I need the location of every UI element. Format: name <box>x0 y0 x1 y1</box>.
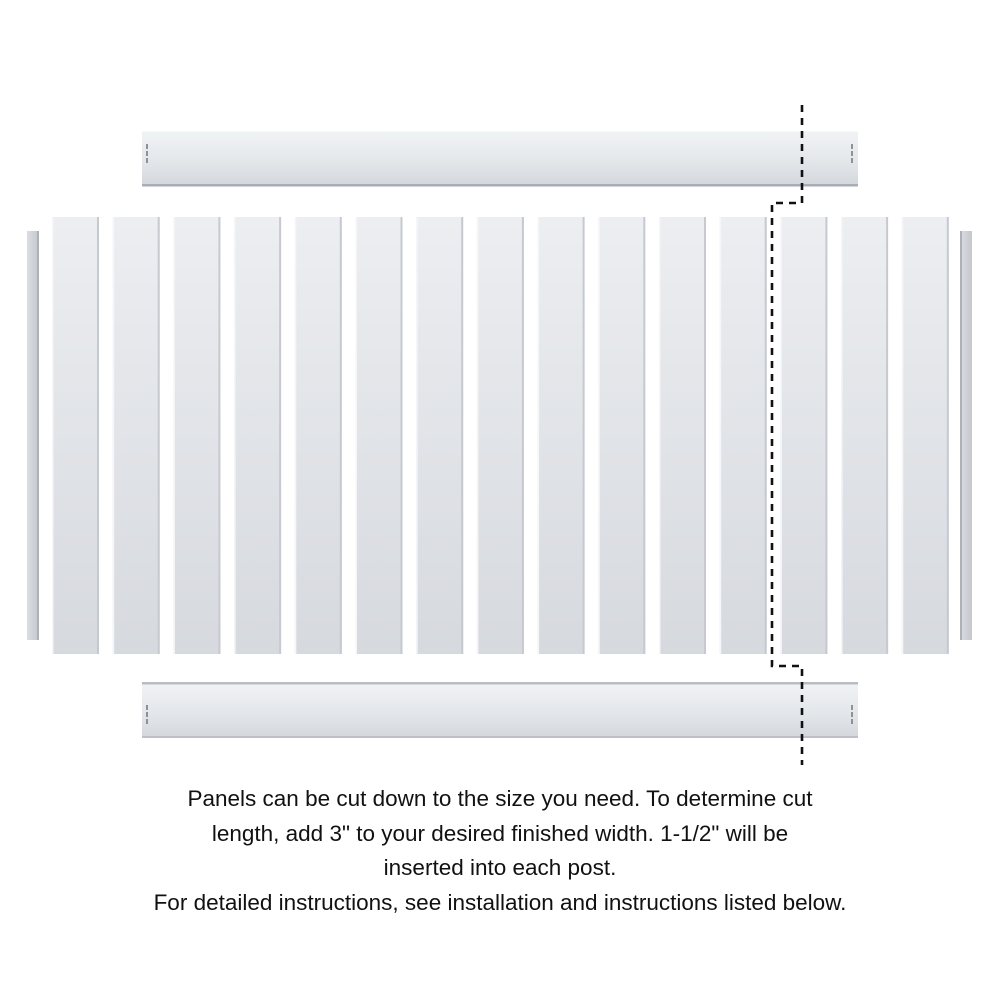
bottom-rail <box>142 682 858 738</box>
picket <box>52 217 99 654</box>
pickets <box>52 217 949 654</box>
picket <box>841 217 888 654</box>
picket <box>295 217 342 654</box>
top-rail-left-slot <box>146 144 148 163</box>
picket <box>538 217 585 654</box>
picket <box>356 217 403 654</box>
top-rail <box>142 131 858 187</box>
picket <box>477 217 524 654</box>
top-rail-right-slot <box>851 144 853 163</box>
picket <box>234 217 281 654</box>
left-post-edge <box>27 231 39 640</box>
right-post-edge <box>960 231 972 640</box>
picket <box>416 217 463 654</box>
bottom-rail-right-slot <box>851 705 853 724</box>
caption-line-3: inserted into each post. <box>383 855 617 880</box>
caption-line-2: length, add 3" to your desired finished width. 1-1/2" will be <box>211 820 789 846</box>
caption <box>0 782 1000 920</box>
picket <box>173 217 220 654</box>
caption-line-1: Panels can be cut down to the size you need. To determine cut <box>187 786 813 811</box>
picket <box>720 217 767 654</box>
caption-line-4: For detailed instructions, see installation and instructions listed below. <box>153 889 847 915</box>
picket <box>780 217 827 654</box>
picket <box>113 217 160 654</box>
bottom-rail-left-slot <box>146 705 148 724</box>
picket <box>659 217 706 654</box>
picket <box>902 217 949 654</box>
picket <box>598 217 645 654</box>
